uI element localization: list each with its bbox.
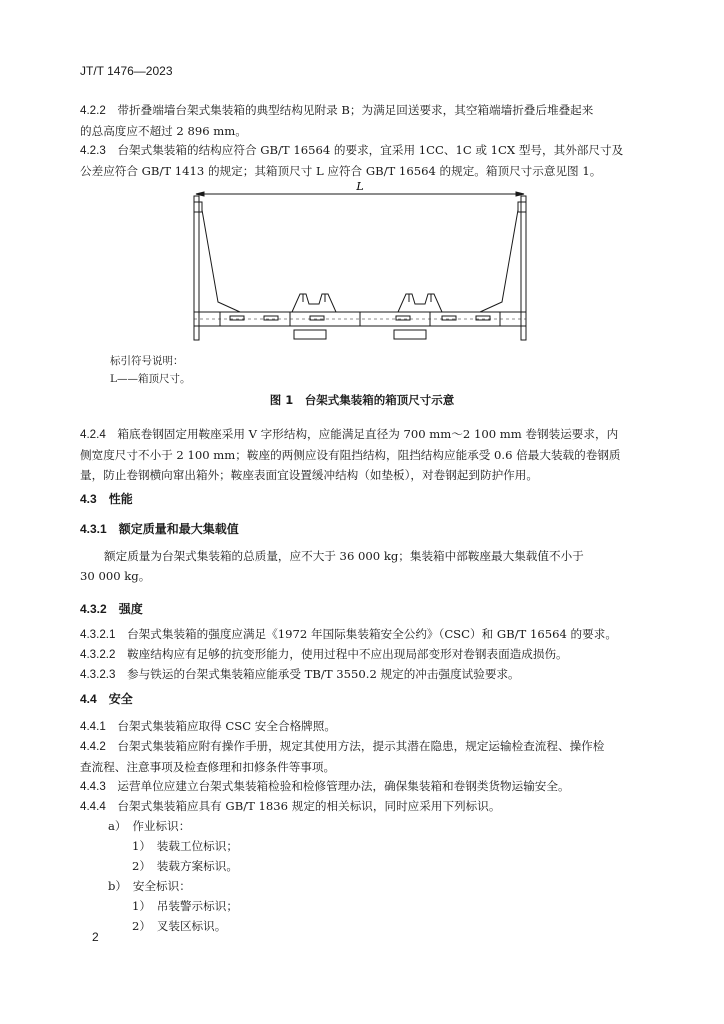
clause-number: 4.3.2.2: [80, 648, 116, 661]
list-item-a2: 2） 装载方案标识。: [132, 859, 238, 873]
clause-number: 4.2.4: [80, 428, 106, 441]
list-item-b1: 1） 吊装警示标识；: [132, 899, 238, 913]
right-post: [521, 196, 526, 340]
clause-number: 4.3.2.3: [80, 668, 116, 681]
forklift-pocket-left: [294, 330, 326, 339]
section-number: 4.3: [80, 492, 97, 506]
forklift-pocket-right: [394, 330, 426, 339]
list-marker: b）: [108, 879, 122, 893]
list-item-b2: 2） 叉装区标识。: [132, 919, 227, 933]
clause-4-3-1-text: [80, 546, 655, 586]
list-item-a: [108, 816, 190, 836]
clause-number: 4.4.2: [80, 740, 106, 753]
clause-4-2-3: [80, 140, 655, 181]
list-item-b: [108, 876, 191, 896]
figure-caption: 图 1 台架式集装箱的箱顶尺寸示意: [269, 393, 455, 407]
clause-4-4-3: [80, 776, 660, 797]
left-post: [194, 196, 199, 340]
top-right-corner-fitting: [518, 202, 526, 212]
arrow-right: [516, 192, 524, 196]
saddle-right: [398, 294, 442, 312]
clause-text: 台架式集装箱的强度应满足《1972 年国际集装箱安全公约》（CSC）和 GB/T 16564 的要求。: [127, 627, 617, 641]
clause-number: 4.4.3: [80, 780, 106, 793]
arrow-left: [196, 192, 204, 196]
clause-4-3-2-2: [80, 644, 660, 665]
clause-4-4-2: [80, 736, 655, 777]
top-left-corner-fitting: [194, 202, 202, 212]
clause-text-cont: 公差应符合 GB/T 1413 的规定；其箱顶尺寸 L 应符合 GB/T 16564 的规定。箱顶尺寸示意见图 1。: [80, 164, 602, 178]
section-heading-4-3-1: [80, 520, 239, 537]
clause-number: 4.3.2.1: [80, 628, 116, 641]
clause-number: 4.4.4: [80, 800, 106, 813]
clause-number: 4.2.3: [80, 144, 106, 157]
list-text: 作业标识：: [132, 819, 191, 833]
section-number: 4.3.1: [80, 522, 107, 536]
clause-4-4-4: [80, 796, 660, 817]
clause-text-cont: 量，防止卷钢横向窜出箱外；鞍座表面宜设置缓冲结构（如垫板），对卷钢起到防护作用。: [80, 468, 538, 482]
clause-text: 鞍座结构应有足够的抗变形能力，使用过程中不应出现局部变形对卷钢表面造成损伤。: [127, 647, 568, 661]
section-heading-4-4: [80, 690, 133, 707]
right-end-wall: [480, 210, 518, 312]
clause-text-cont: 查流程、注意事项及检查修理和扣修条件等事项。: [80, 760, 336, 774]
standard-number: JT/T 1476—2023: [80, 64, 173, 78]
section-title: 强度: [118, 602, 143, 616]
section-heading-4-3: [80, 490, 133, 507]
clause-text: 箱底卷钢固定用鞍座采用 V 字形结构，应能满足直径为 700 mm～2 100 mm 卷钢装运要求，内: [117, 427, 619, 441]
list-marker: a）: [108, 819, 121, 833]
clause-text: 台架式集装箱应附有操作手册，规定其使用方法，提示其潜在隐患，规定运输检查流程、操作检: [117, 739, 605, 753]
paragraph-line: 额定质量为台架式集装箱的总质量，应不大于 36 000 kg；集装箱中部鞍座最大集载值不小于: [104, 549, 584, 563]
clause-4-2-2: [80, 100, 655, 141]
clause-text-cont: 侧宽度尺寸不小于 2 100 mm；鞍座的两侧应设有阻挡结构，阻挡结构应能承受 0.6 倍最大装载的卷钢质: [80, 448, 621, 462]
clause-4-4-1: [80, 716, 660, 737]
clause-4-3-2-1: [80, 624, 660, 645]
page-number: 2: [92, 930, 99, 944]
clause-text: 台架式集装箱应取得 CSC 安全合格牌照。: [117, 719, 336, 733]
section-number: 4.4: [80, 692, 97, 706]
section-number: 4.3.2: [80, 602, 107, 616]
section-title: 性能: [108, 492, 133, 506]
clause-4-2-4: [80, 424, 655, 485]
clause-text: 台架式集装箱应具有 GB/T 1836 规定的相关标识，同时应采用下列标识。: [117, 799, 501, 813]
paragraph-line: 30 000 kg。: [80, 569, 151, 583]
clause-number: 4.4.1: [80, 720, 106, 733]
left-end-wall: [202, 210, 240, 312]
container-top-dimension-figure: [180, 180, 540, 348]
figure-key-title: 标引符号说明：: [110, 355, 184, 367]
dimension-label: L: [356, 180, 364, 193]
clause-text: 运营单位应建立台架式集装箱检验和检修管理办法，确保集装箱和卷钢类货物运输安全。: [117, 779, 570, 793]
clause-text: 带折叠端墙台架式集装箱的典型结构见附录 B；为满足回送要求，其空箱端墙折叠后堆叠起来: [117, 103, 594, 117]
clause-number: 4.2.2: [80, 104, 106, 117]
clause-4-3-2-3: [80, 664, 660, 685]
section-title: 额定质量和最大集载值: [118, 522, 239, 536]
saddle-left: [292, 294, 336, 312]
section-heading-4-3-2: [80, 600, 143, 617]
list-item-a1: 1） 装载工位标识；: [132, 839, 238, 853]
clause-text-cont: 的总高度应不超过 2 896 mm。: [80, 124, 247, 138]
list-text: 安全标识：: [132, 879, 191, 893]
figure-key-item: L——箱顶尺寸。: [110, 373, 191, 385]
clause-text: 参与铁运的台架式集装箱应能承受 TB/T 3550.2 规定的冲击强度试验要求。: [127, 667, 520, 681]
clause-text: 台架式集装箱的结构应符合 GB/T 16564 的要求，宜采用 1CC、1C 或 1CX 型号，其外部尺寸及: [117, 143, 624, 157]
section-title: 安全: [108, 692, 133, 706]
